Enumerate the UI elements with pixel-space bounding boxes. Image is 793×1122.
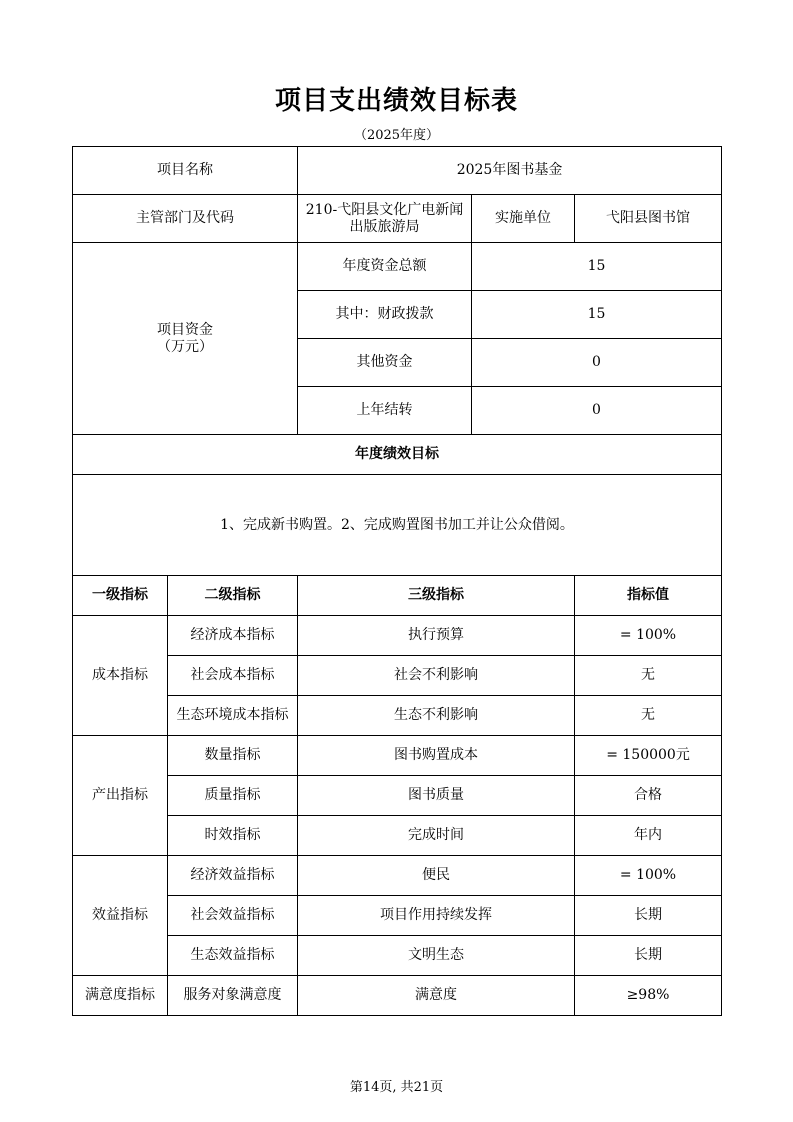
value-cell: ≥98% [575,976,722,1016]
fund-row [73,243,722,291]
level2-cell: 服务对象满意度 [168,976,298,1016]
level1-cell: 成本指标 [73,616,168,736]
level3-cell: 社会不利影响 [298,656,575,696]
level3-cell: 图书购置成本 [298,736,575,776]
level2-cell: 社会成本指标 [168,656,298,696]
level3-cell: 执行预算 [298,616,575,656]
project-name-value: 2025年图书基金 [298,147,722,195]
level3-cell: 图书质量 [298,776,575,816]
annual-goal-text: 1、完成新书购置。2、完成购置图书加工并让公众借阅。 [73,475,722,576]
fund-item-value: 15 [472,291,722,339]
indicator-row [73,856,722,896]
level1-cell: 满意度指标 [73,976,168,1016]
dept-value: 210-弋阳县文化广电新闻出版旅游局 [298,195,472,243]
indicator-row [73,896,722,936]
value-cell: 年内 [575,816,722,856]
value-cell: = 100% [575,856,722,896]
header-value: 指标值 [575,576,722,616]
value-cell: 长期 [575,896,722,936]
level2-cell: 质量指标 [168,776,298,816]
level3-cell: 完成时间 [298,816,575,856]
fiscal-year: （2025年度） [353,128,440,143]
indicator-row [73,936,722,976]
level3-cell: 满意度 [298,976,575,1016]
impl-unit-label: 实施单位 [472,195,575,243]
indicator-row [73,616,722,656]
fund-item-label: 其他资金 [298,339,472,387]
indicator-row [73,736,722,776]
level3-cell: 项目作用持续发挥 [298,896,575,936]
fund-item-value: 0 [472,387,722,435]
annual-goal-header: 年度绩效目标 [73,435,722,475]
project-name-label: 项目名称 [73,147,298,195]
fund-label-cell [73,243,298,435]
header-level2: 二级指标 [168,576,298,616]
impl-unit-value: 弋阳县图书馆 [575,195,722,243]
page-footer: 第14页, 共21页 [349,1080,444,1095]
project-name-row [73,147,722,195]
level2-cell: 时效指标 [168,816,298,856]
level2-cell: 经济成本指标 [168,616,298,656]
annual-goal-row [73,475,722,576]
value-cell: 无 [575,656,722,696]
value-cell: = 150000元 [575,736,722,776]
fund-unit: （万元） [157,338,213,355]
level3-cell: 便民 [298,856,575,896]
indicator-row [73,976,722,1016]
value-cell: 合格 [575,776,722,816]
value-cell: 长期 [575,936,722,976]
level1-cell: 效益指标 [73,856,168,976]
indicator-row [73,656,722,696]
fund-label: 项目资金 [157,321,213,338]
value-cell: 无 [575,696,722,736]
indicator-header-row [73,576,722,616]
fund-item-label: 上年结转 [298,387,472,435]
indicator-row [73,696,722,736]
level2-cell: 社会效益指标 [168,896,298,936]
level2-cell: 生态环境成本指标 [168,696,298,736]
indicator-row [73,776,722,816]
fund-item-value: 15 [472,243,722,291]
page-title: 项目支出绩效目标表 [274,86,518,116]
fund-item-value: 0 [472,339,722,387]
annual-goal-header-row [73,435,722,475]
level3-cell: 生态不利影响 [298,696,575,736]
department-row [73,195,722,243]
performance-table [72,146,722,1016]
level1-cell: 产出指标 [73,736,168,856]
value-cell: = 100% [575,616,722,656]
fund-item-label: 其中：财政拨款 [298,291,472,339]
level2-cell: 数量指标 [168,736,298,776]
indicator-row [73,816,722,856]
level2-cell: 经济效益指标 [168,856,298,896]
header-level1: 一级指标 [73,576,168,616]
header-level3: 三级指标 [298,576,575,616]
dept-label: 主管部门及代码 [73,195,298,243]
level3-cell: 文明生态 [298,936,575,976]
fund-item-label: 年度资金总额 [298,243,472,291]
level2-cell: 生态效益指标 [168,936,298,976]
